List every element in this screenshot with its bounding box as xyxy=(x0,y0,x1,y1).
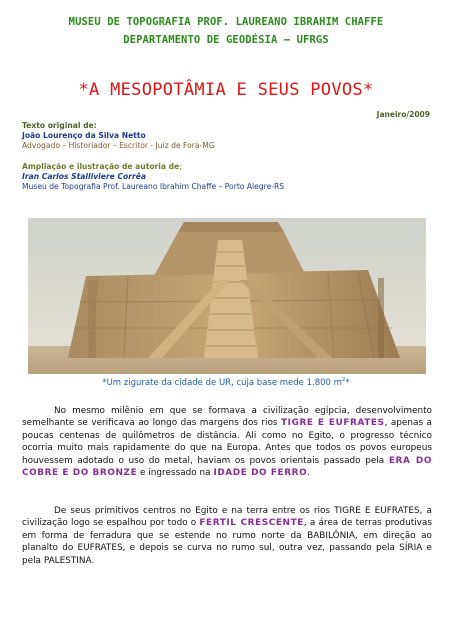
ziggurat-photo xyxy=(28,218,426,374)
expansion-author: Iran Carlos Stalliviere Corrêa xyxy=(22,171,146,181)
paragraph-1 xyxy=(22,405,432,479)
photo-caption xyxy=(0,377,452,388)
original-role: Advogado – Historiador – Escritor - Juiz de Fora-MG xyxy=(22,141,215,151)
caption-superscript: 2 xyxy=(341,377,346,383)
p1-text-1: No mesmo milênio em que se formava a civilização egípcia, desenvolvimento semelhante se verificava ao longo das margens dos rios xyxy=(22,406,432,429)
page-title: *A MESOPOTÂMIA E SEUS POVOS* xyxy=(78,80,374,100)
expansion-separator: ; xyxy=(179,161,182,171)
p1-text-2: , apenas a poucas centenas de quilômetros de distância. Ali como no Egito, o progresso técnico ocorria muito mais rapidamente do que na Europa. Antes que todos os povos europeus houvessem adotado o uso do metal, haviam os povos orientais passado pela xyxy=(22,418,432,466)
p2-text-2: , a área de terras produtivas em forma de ferradura que se estende no rumo norte da BABILÔNIA, em direção ao planalto do EUFRATES, e depois se curva no rumo sul, outra vez, passando pela SÍRIA e pela PALESTINA. xyxy=(22,518,432,566)
original-author: João Lourenço da Silva Netto xyxy=(22,131,146,141)
expansion-organization: Museu de Topografia Prof. Laureano Ibrahim Chaffe – Porto Alegre-RS xyxy=(22,182,285,192)
credits-block xyxy=(22,121,432,192)
p1-highlight-iron-age: IDADE DO FERRO xyxy=(213,468,308,479)
original-label: Texto original de: xyxy=(22,121,97,130)
caption-text: *Um zigurate da cidade de UR, cuja base mede 1.800 m xyxy=(102,377,342,388)
paragraph-2 xyxy=(22,505,432,567)
p1-highlight-copper-bronze: ERA DO COBRE E DO BRONZE xyxy=(22,455,433,479)
p1-text-4: . xyxy=(307,468,311,479)
p1-text-3: e ingressado na xyxy=(137,468,214,479)
document-date: Janeiro/2009 xyxy=(376,110,430,119)
museum-name: MUSEU DE TOPOGRAFIA PROF. LAUREANO IBRAHIM CHAFFE xyxy=(68,16,384,28)
department-name: DEPARTAMENTO DE GEODÉSIA – UFRGS xyxy=(123,34,329,46)
p1-highlight-rivers: TIGRE E EUFRATES xyxy=(281,418,385,429)
caption-end: * xyxy=(345,377,350,388)
p2-text-1: De seus primitivos centros no Egito e na terra entre os rios TIGRE E EUFRATES, a civilização logo se espalhou por todo o xyxy=(22,506,432,529)
expansion-label-row xyxy=(22,162,432,172)
expansion-label: Ampliação e ilustração de autoria de xyxy=(22,161,180,171)
p2-highlight-fertile-crescent: FERTIL CRESCENTE xyxy=(199,518,304,529)
